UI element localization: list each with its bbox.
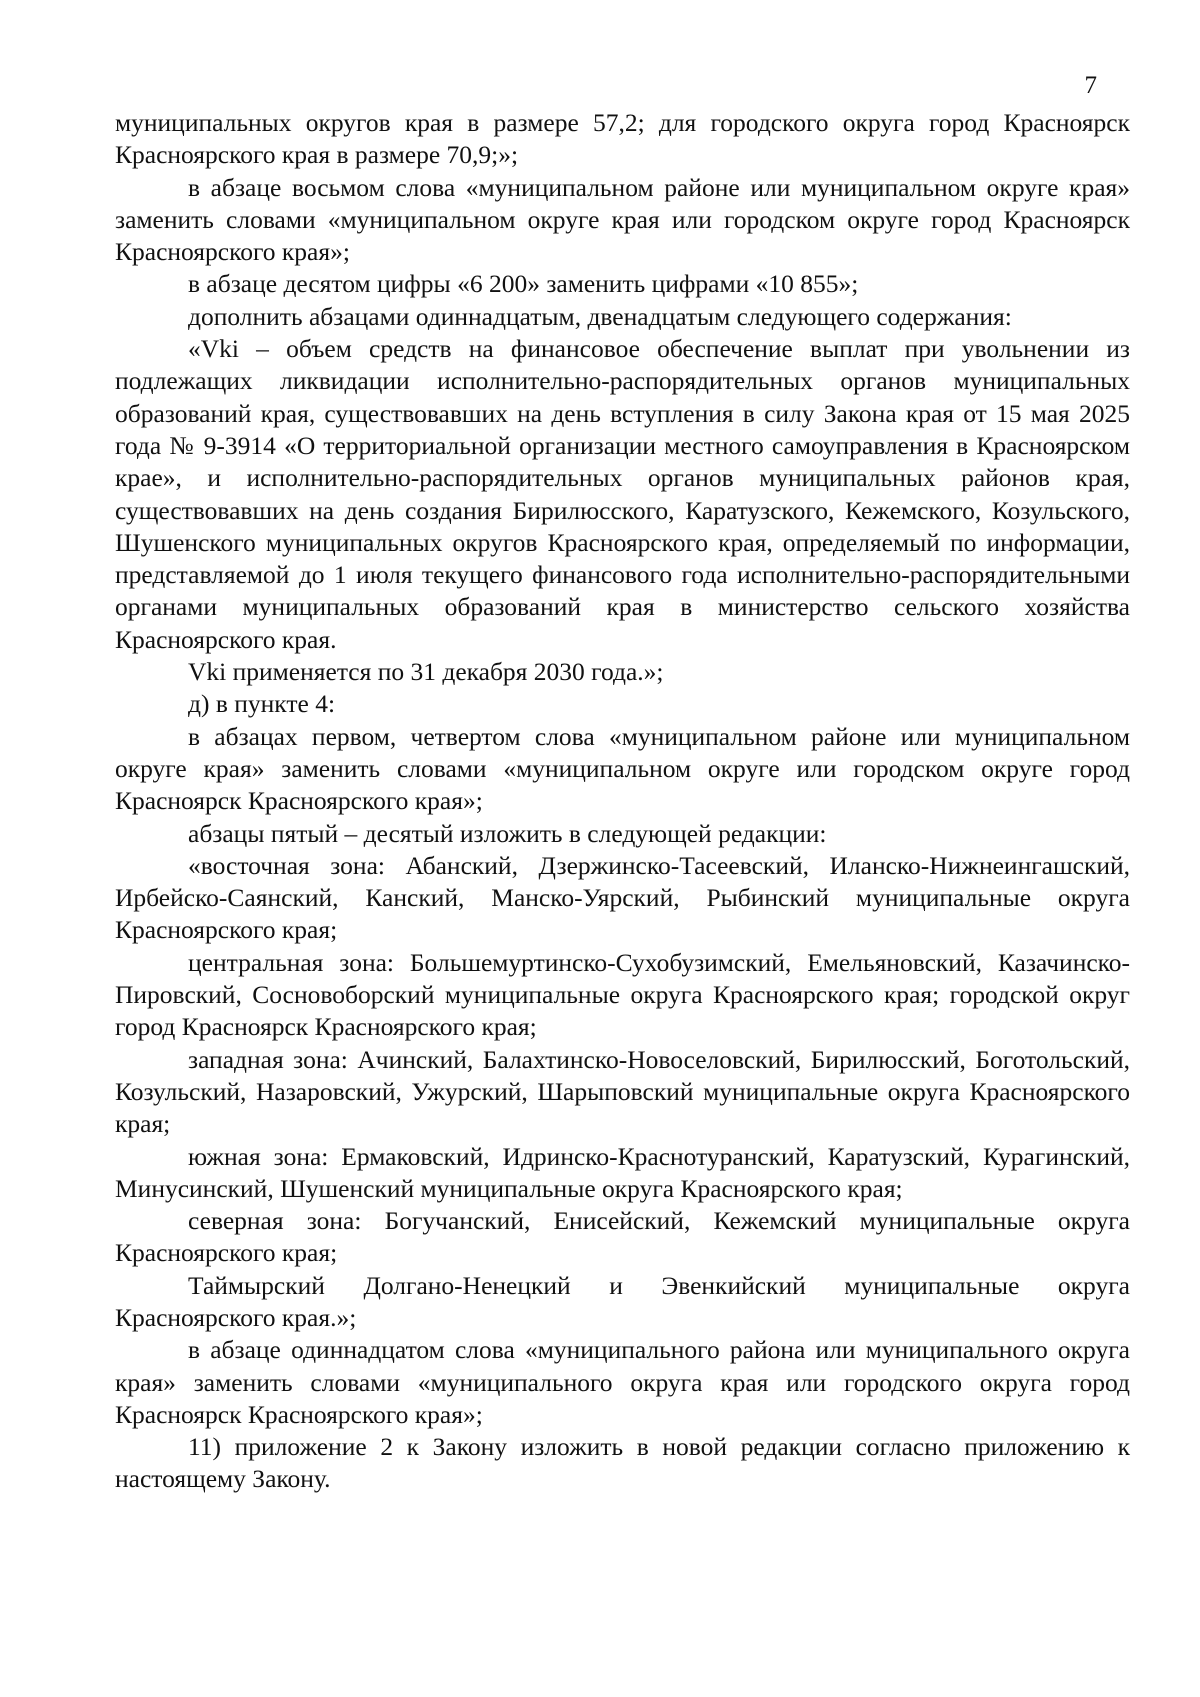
paragraph-add-paras: дополнить абзацами одиннадцатым, двенадцатым следующего содержания: [188,301,1012,331]
paragraph-taimyr-evenk: Таймырский Долгано-Ненецкий и Эвенкийский муниципальные округа Красноярского края.»; [115,1270,1130,1332]
page-number: 7 [1084,72,1097,99]
paragraph-point-4: д) в пункте 4: [188,689,336,719]
paragraph-appendix-2: 11) приложение 2 к Закону изложить в новой редакции согласно приложению к настоящему Закону. [115,1432,1130,1494]
paragraph-amend-para-10: в абзаце десятом цифры «6 200» заменить цифрами «10 855»; [188,269,859,299]
paragraph-zone-west: западная зона: Ачинский, Балахтинско-Новоселовский, Бирилюсский, Боготольский, Козульский, Назаровский, Ужурский, Шарыповский муниципальные округа Красноярского края; [115,1044,1130,1139]
document-body [115,107,1130,1496]
paragraph-amend-paras-1-4: в абзацах первом, четвертом слова «муниципальном районе или муниципальном округе края» заменить словами «муниципальном округе или городском округе город Красноярск Красноярского края»; [115,721,1130,816]
paragraph-amend-paras-5-10: абзацы пятый – десятый изложить в следующей редакции: [188,818,827,848]
paragraph-vki-term: Vki применяется по 31 декабря 2030 года.»; [188,657,664,687]
paragraph-amend-para-11: в абзаце одиннадцатом слова «муниципального района или муниципального округа края» заменить словами «муниципального округа края или городского округа город Красноярск Красноярского края»; [115,1335,1130,1429]
paragraph-zone-south: южная зона: Ермаковский, Идринско-Краснотуранский, Каратузский, Курагинский, Минусинский, Шушенский муниципальные округа Красноярского края; [115,1141,1130,1203]
paragraph-zone-north: северная зона: Богучанский, Енисейский, Кежемский муниципальные округа Красноярского края; [115,1206,1130,1268]
paragraph-zone-east: «восточная зона: Абанский, Дзержинско-Тасеевский, Иланско-Нижнеингашский, Ирбейско-Саянский, Канский, Манско-Уярский, Рыбинский муниципальные округа Красноярского края; [115,850,1130,945]
paragraph-zone-central: центральная зона: Большемуртинско-Сухобузимский, Емельяновский, Казачинско-Пировский, Сосновоборский муниципальные округа Красноярского края; городской округ город Красноярск Красноярского края; [115,947,1130,1042]
paragraph-vki-definition: «Vki – объем средств на финансовое обеспечение выплат при увольнении из подлежащих ликвидации исполнительно-распорядительных органов муниципальных образований края, существовавших на день вступления в силу Закона края от 15 мая 2025 года № 9-3914 «О территориальной организации местного самоуправления в Красноярском крае», и исполнительно-распорядительных органов муниципальных районов края, существовавших на день создания Бирилюсского, Каратузского, Кежемского, Козульского, Шушенского муниципальных округов Красноярского края, определяемый по информации, представляемой до 1 июля текущего финансового года исполнительно-распорядительными органами муниципальных образований края в министерство сельского хозяйства Красноярского края. [115,334,1130,654]
paragraph-continuation: муниципальных округов края в размере 57,2; для городского округа город Красноярск Красноярского края в размере 70,9;»; [115,108,1130,170]
paragraph-amend-para-8: в абзаце восьмом слова «муниципальном районе или муниципальном округе края» заменить словами «муниципальном округе края или городском округе город Красноярск Красноярского края»; [115,172,1130,267]
